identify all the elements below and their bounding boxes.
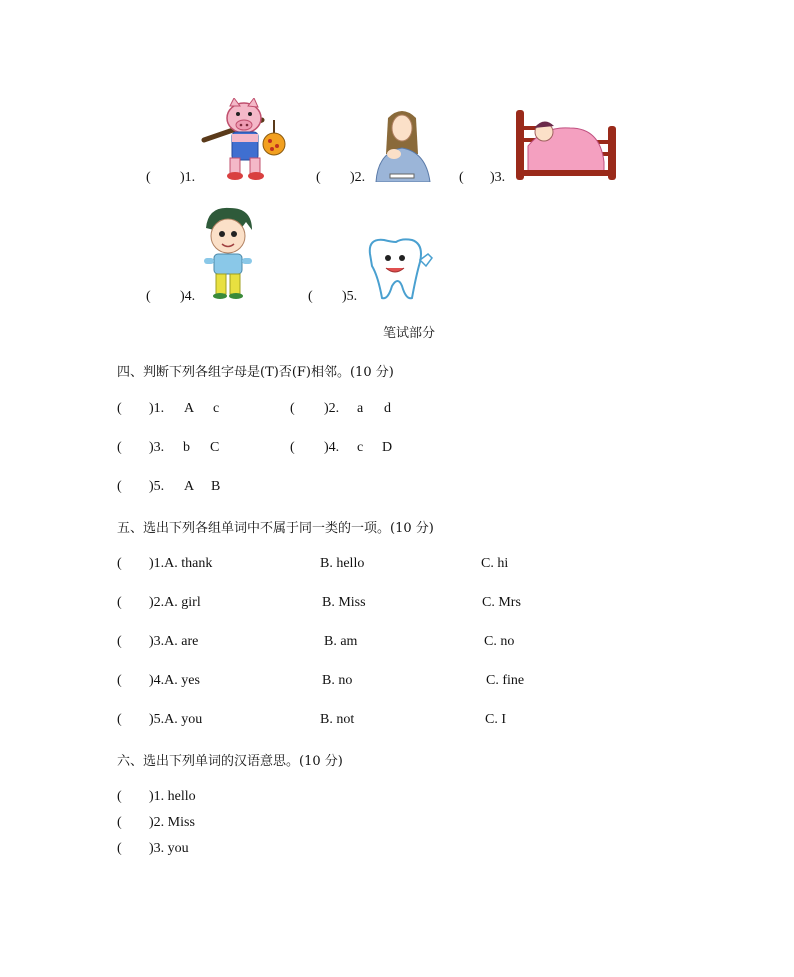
item5-open-paren: ( xyxy=(308,289,313,304)
s6-item2-text: )2. Miss xyxy=(149,815,195,830)
s5-item5-option-b: B. not xyxy=(320,712,355,727)
s4-item1-number: )1. xyxy=(149,401,165,416)
girl-reading-icon xyxy=(372,108,432,182)
s6-item2-paren: ( xyxy=(117,815,122,830)
s5-item2-paren: ( xyxy=(117,595,122,610)
s5-item3-option-c: C. no xyxy=(484,634,515,649)
s6-item1-paren: ( xyxy=(117,789,122,804)
item1-number: )1. xyxy=(180,170,196,185)
s5-item2-option-c: C. Mrs xyxy=(482,595,521,610)
item4-open-paren: ( xyxy=(146,289,151,304)
s5-item5-option-a: )5.A. you xyxy=(149,712,203,727)
s5-item5-option-c: C. I xyxy=(485,712,506,727)
s5-item3-option-b: B. am xyxy=(324,634,358,649)
section6-title: 六、选出下列单词的汉语意思。(10 分) xyxy=(117,754,343,769)
item2-open-paren: ( xyxy=(316,170,321,185)
s5-item1-option-a: )1.A. thank xyxy=(149,556,213,571)
s4-item5-number: )5. xyxy=(149,479,165,494)
item5-number: )5. xyxy=(342,289,358,304)
s4-item2-letter-b: d xyxy=(384,401,391,416)
s5-item4-option-a: )4.A. yes xyxy=(149,673,200,688)
girl-in-bed-icon xyxy=(514,106,620,184)
s4-item3-number: )3. xyxy=(149,440,165,455)
s5-item4-option-b: B. no xyxy=(322,673,353,688)
item4-number: )4. xyxy=(180,289,196,304)
s4-item3-letter-b: C xyxy=(210,440,220,455)
s4-item1-letter-b: c xyxy=(213,401,220,416)
s5-item4-paren: ( xyxy=(117,673,122,688)
section5-title: 五、选出下列各组单词中不属于同一类的一项。(10 分) xyxy=(117,521,434,536)
s5-item4-option-c: C. fine xyxy=(486,673,525,688)
s4-item1-letter-a: A xyxy=(184,401,195,416)
s4-item2-number: )2. xyxy=(324,401,340,416)
s5-item1-option-c: C. hi xyxy=(481,556,509,571)
s4-item2-letter-a: a xyxy=(357,401,364,416)
s6-item3-text: )3. you xyxy=(149,841,189,856)
s5-item1-option-b: B. hello xyxy=(320,556,365,571)
s4-item4-paren: ( xyxy=(290,440,295,455)
s5-item5-paren: ( xyxy=(117,712,122,727)
s4-item2-paren: ( xyxy=(290,401,295,416)
s4-item1-paren: ( xyxy=(117,401,122,416)
tooth-icon xyxy=(362,236,434,302)
s5-item2-option-b: B. Miss xyxy=(322,595,366,610)
section4-title: 四、判断下列各组字母是(T)否(F)相邻。(10 分) xyxy=(117,365,394,380)
item3-number: )3. xyxy=(490,170,506,185)
s4-item3-paren: ( xyxy=(117,440,122,455)
s5-item3-option-a: )3.A. are xyxy=(149,634,199,649)
s4-item4-letter-a: c xyxy=(357,440,364,455)
s4-item5-letter-b: B xyxy=(211,479,221,494)
pig-icon xyxy=(200,98,290,182)
s4-item5-paren: ( xyxy=(117,479,122,494)
s5-item3-paren: ( xyxy=(117,634,122,649)
s4-item4-letter-b: D xyxy=(382,440,393,455)
s6-item3-paren: ( xyxy=(117,841,122,856)
s4-item3-letter-a: b xyxy=(183,440,190,455)
written-part-title: 笔试部分 xyxy=(383,326,436,341)
s4-item4-number: )4. xyxy=(324,440,340,455)
item3-open-paren: ( xyxy=(459,170,464,185)
boy-icon xyxy=(200,204,256,302)
s4-item5-letter-a: A xyxy=(184,479,195,494)
item1-open-paren: ( xyxy=(146,170,151,185)
s5-item1-paren: ( xyxy=(117,556,122,571)
s5-item2-option-a: )2.A. girl xyxy=(149,595,201,610)
s6-item1-text: )1. hello xyxy=(149,789,196,804)
item2-number: )2. xyxy=(350,170,366,185)
